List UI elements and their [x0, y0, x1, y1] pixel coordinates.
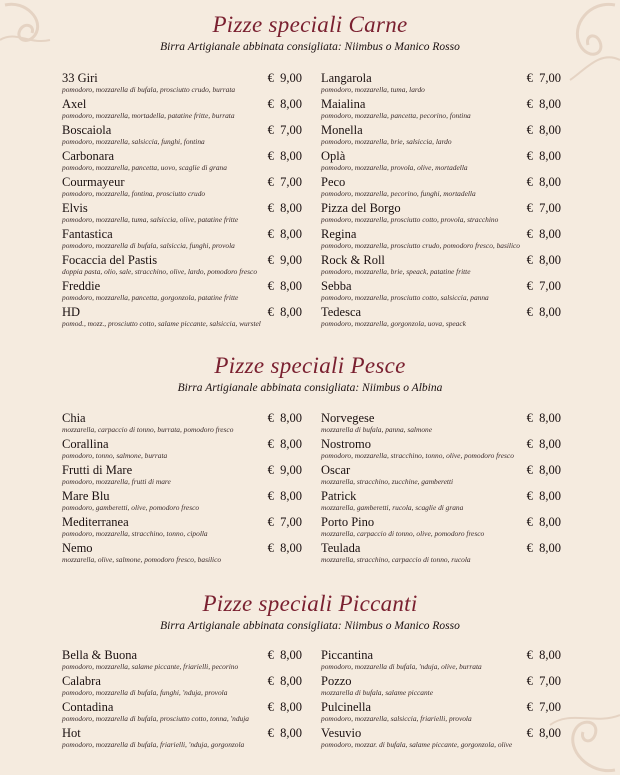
menu-item	[62, 437, 302, 463]
menu-item-description: pomodoro, mozzarella, stracchino, tonno, olive, pomodoro fresco	[321, 451, 514, 460]
menu-item-description: pomodoro, mozzarella, salsiccia, friarielli, provola	[321, 714, 472, 723]
menu-item-price: € 9,00	[267, 71, 302, 85]
menu-item	[62, 541, 302, 567]
menu-item-description: pomodoro, mozzarella, mortadella, patatine fritte, burrata	[62, 111, 235, 120]
menu-item-price: € 8,00	[526, 227, 561, 241]
menu-column-right	[321, 71, 561, 331]
menu-item-price: € 8,00	[267, 227, 302, 241]
menu-item	[321, 411, 561, 437]
menu-item	[62, 149, 302, 175]
menu-item-name: Tedesca	[321, 305, 362, 319]
menu-item	[62, 515, 302, 541]
menu-item-name: Nostromo	[321, 437, 371, 451]
menu-item-description: mozzarella di bufala, salame piccante	[321, 688, 434, 697]
menu-item-name: Frutti di Mare	[62, 463, 133, 477]
menu-item-price: € 8,00	[526, 411, 561, 425]
menu-item-name: Corallina	[62, 437, 109, 451]
section-title: Pizze speciali Pesce	[214, 353, 406, 378]
menu-item-description: mozzarella, stracchino, carpaccio di tonno, rucola	[321, 555, 471, 564]
menu-item-name: Hot	[62, 726, 81, 740]
menu-item-description: pomod., mozz., prosciutto cotto, salame piccante, salsiccia, wurstel	[62, 319, 261, 328]
menu-item-name: Pulcinella	[321, 700, 371, 714]
menu-item-description: mozzarella, olive, salmone, pomodoro fresco, basilico	[62, 555, 222, 564]
menu-item-name: Elvis	[62, 201, 88, 215]
menu-item-name: Oplà	[321, 149, 346, 163]
section-subtitle: Birra Artigianale abbinata consigliata: Niimbus o Albina	[177, 382, 443, 394]
menu-item-name: Oscar	[321, 463, 351, 477]
menu-item	[62, 227, 302, 253]
menu-item-price: € 7,00	[526, 700, 561, 714]
menu-item-name: Teulada	[321, 541, 361, 555]
menu-item	[62, 648, 302, 674]
menu-item-name: Mediterranea	[62, 515, 129, 529]
menu-item-name: Sebba	[321, 279, 352, 293]
menu-item	[62, 71, 302, 97]
section-title: Pizze speciali Piccanti	[202, 591, 418, 616]
menu-item	[62, 674, 302, 700]
menu-item-name: Vesuvio	[321, 726, 362, 740]
menu-item-name: Carbonara	[62, 149, 115, 163]
menu-item-description: pomodoro, mozzarella di bufala, funghi, 'nduja, provola	[62, 688, 228, 697]
menu-item-price: € 7,00	[526, 674, 561, 688]
menu-item	[321, 201, 561, 227]
menu-item-description: pomodoro, mozzarella, brie, speack, patatine fritte	[321, 267, 471, 276]
menu-item-price: € 7,00	[267, 123, 302, 137]
menu-item-name: Pizza del Borgo	[321, 201, 401, 215]
section-title: Pizze speciali Carne	[212, 12, 408, 37]
menu-item-price: € 8,00	[526, 463, 561, 477]
menu-item-description: pomodoro, mozzarella di bufala, prosciutto cotto, tonna, 'nduja	[62, 714, 249, 723]
menu-item-name: Courmayeur	[62, 175, 125, 189]
menu-item-name: Piccantina	[321, 648, 374, 662]
menu-item	[321, 648, 561, 674]
menu-item-price: € 8,00	[267, 674, 302, 688]
menu-item-price: € 9,00	[267, 463, 302, 477]
menu-item-description: pomodoro, mozzarella di bufala, salsiccia, funghi, provola	[62, 241, 235, 250]
section-pesce	[0, 353, 620, 394]
menu-item	[321, 541, 561, 567]
menu-column-left	[62, 71, 302, 331]
menu-item-price: € 8,00	[267, 648, 302, 662]
menu-item-description: pomodoro, mozzarella di bufala, prosciutto crudo, burrata	[62, 85, 236, 94]
menu-item-description: mozzarella, gamberetti, rucola, scaglie di grana	[321, 503, 464, 512]
menu-item-description: pomodoro, mozzarella, prosciutto cotto, provola, stracchino	[321, 215, 499, 224]
menu-item	[62, 97, 302, 123]
menu-item-name: Chia	[62, 411, 86, 425]
menu-item-description: pomodoro, mozzarella, frutti di mare	[62, 477, 171, 486]
menu-item-name: Monella	[321, 123, 363, 137]
menu-item-price: € 8,00	[267, 97, 302, 111]
menu-item-description: pomodoro, mozzarella, salsiccia, funghi, fontina	[62, 137, 205, 146]
menu-item-price: € 8,00	[267, 726, 302, 740]
menu-item-description: pomodoro, gamberetti, olive, pomodoro fresco	[62, 503, 200, 512]
menu-item	[321, 305, 561, 331]
menu-item	[62, 305, 302, 331]
menu-item-price: € 8,00	[267, 149, 302, 163]
menu-item-description: mozzarella, carpaccio di tonno, burrata, pomodoro fresco	[62, 425, 234, 434]
menu-item-name: Contadina	[62, 700, 114, 714]
menu-item-price: € 8,00	[526, 541, 561, 555]
menu-item-price: € 9,00	[267, 253, 302, 267]
menu-item-price: € 7,00	[267, 175, 302, 189]
menu-item	[321, 489, 561, 515]
menu-item	[321, 437, 561, 463]
menu-item	[321, 463, 561, 489]
menu-item-price: € 8,00	[267, 411, 302, 425]
section-subtitle: Birra Artigianale abbinata consigliata: Niimbus o Manico Rosso	[160, 41, 460, 53]
menu-item	[321, 175, 561, 201]
section-piccanti	[0, 591, 620, 632]
menu-item-price: € 8,00	[526, 149, 561, 163]
menu-item-description: pomodoro, mozzarella, gorgonzola, uova, speack	[321, 319, 466, 328]
menu-item-price: € 8,00	[267, 541, 302, 555]
menu-item	[62, 700, 302, 726]
menu-item-description: pomodoro, tonno, salmone, burrata	[62, 451, 168, 460]
menu-item-description: mozzarella, stracchino, zucchine, gamberetti	[321, 477, 454, 486]
menu-item-price: € 8,00	[267, 700, 302, 714]
menu-item-name: Freddie	[62, 279, 101, 293]
menu-item-description: mozzarella di bufala, panna, salmone	[321, 425, 432, 434]
menu-item-description: pomodoro, mozzarella, pancetta, gorgonzola, patatine fritte	[62, 293, 239, 302]
menu-item	[62, 175, 302, 201]
menu-item-price: € 8,00	[526, 175, 561, 189]
menu-item-name: Rock & Roll	[321, 253, 385, 267]
menu-item-name: Boscaiola	[62, 123, 112, 137]
menu-item-price: € 7,00	[526, 279, 561, 293]
menu-item	[321, 253, 561, 279]
menu-item-description: pomodoro, mozzarella, pecorino, funghi, mortadella	[321, 189, 476, 198]
menu-item-name: HD	[62, 305, 81, 319]
menu-item-name: Peco	[321, 175, 346, 189]
menu-item	[321, 700, 561, 726]
menu-item	[321, 279, 561, 305]
menu-item-price: € 8,00	[267, 201, 302, 215]
menu-item-price: € 8,00	[267, 437, 302, 451]
menu-item	[62, 123, 302, 149]
menu-item-description: pomodoro, mozzarella, stracchino, tonno, cipolla	[62, 529, 208, 538]
menu-item	[321, 674, 561, 700]
menu-item	[62, 279, 302, 305]
menu-item-price: € 8,00	[526, 515, 561, 529]
menu-item	[62, 463, 302, 489]
menu-item-name: Calabra	[62, 674, 101, 688]
menu-item-price: € 8,00	[526, 648, 561, 662]
menu-item	[62, 489, 302, 515]
menu-item-price: € 8,00	[526, 489, 561, 503]
menu-item-price: € 8,00	[526, 437, 561, 451]
menu-item	[321, 149, 561, 175]
menu-item-description: pomodoro, mozzarella, prosciutto crudo, pomodoro fresco, basilico	[321, 241, 520, 250]
menu-column-left	[62, 411, 302, 567]
menu-item-description: mozzarella, carpaccio di tonno, olive, pomodoro fresco	[321, 529, 485, 538]
menu-item-name: Axel	[62, 97, 87, 111]
menu-item-name: Bella & Buona	[62, 648, 137, 662]
menu-item-name: Focaccia del Pastis	[62, 253, 158, 267]
menu-item	[321, 123, 561, 149]
menu-item-name: Mare Blu	[62, 489, 110, 503]
menu-item	[62, 726, 302, 752]
menu-item-description: pomodoro, mozzar. di bufala, salame piccante, gorgonzola, olive	[321, 740, 513, 749]
menu-item-name: Fantastica	[62, 227, 113, 241]
menu-column-right	[321, 648, 561, 752]
menu-item-description: pomodoro, mozzarella di bufala, friarielli, 'nduja, gorgonzola	[62, 740, 245, 749]
menu-item-price: € 8,00	[267, 489, 302, 503]
menu-item	[62, 253, 302, 279]
section-carne	[0, 12, 620, 53]
menu-item-name: Maialina	[321, 97, 366, 111]
menu-item-description: doppia pasta, olio, sale, stracchino, olive, lardo, pomodoro fresco	[62, 267, 258, 276]
menu-item-description: pomodoro, mozzarella, fontina, prosciutto crudo	[62, 189, 206, 198]
menu-item-description: pomodoro, mozzarella, pancetta, pecorino, fontina	[321, 111, 471, 120]
menu-item-name: 33 Giri	[62, 71, 98, 85]
menu-item-description: pomodoro, mozzarella, prosciutto cotto, salsiccia, panna	[321, 293, 489, 302]
menu-item-name: Pozzo	[321, 674, 352, 688]
menu-column-left	[62, 648, 302, 752]
menu-item-description: pomodoro, mozzarella, provola, olive, mortadella	[321, 163, 468, 172]
menu-item-name: Porto Pino	[321, 515, 375, 529]
menu-item-description: pomodoro, mozzarella, pancetta, uovo, scaglie di grana	[62, 163, 227, 172]
menu-item-price: € 7,00	[267, 515, 302, 529]
menu-item-name: Norvegese	[321, 411, 375, 425]
menu-item	[321, 71, 561, 97]
menu-item-description: pomodoro, mozzarella, tuma, lardo	[321, 85, 425, 94]
menu-item-price: € 8,00	[526, 253, 561, 267]
menu-item	[321, 227, 561, 253]
menu-item-price: € 7,00	[526, 71, 561, 85]
menu-item-price: € 8,00	[526, 305, 561, 319]
menu-item-price: € 8,00	[526, 726, 561, 740]
menu-item-description: pomodoro, mozzarella, brie, salsiccia, lardo	[321, 137, 452, 146]
menu-item	[62, 411, 302, 437]
menu-item-description: pomodoro, mozzarella, tuma, salsiccia, olive, patatine fritte	[62, 215, 239, 224]
menu-item-name: Regina	[321, 227, 357, 241]
menu-item-description: pomodoro, mozzarella di bufala, 'nduja, olive, burrata	[321, 662, 482, 671]
menu-item-name: Patrick	[321, 489, 357, 503]
menu-item-name: Langarola	[321, 71, 372, 85]
section-subtitle: Birra Artigianale abbinata consigliata: Niimbus o Manico Rosso	[160, 620, 460, 632]
menu-item	[321, 97, 561, 123]
menu-item	[321, 515, 561, 541]
menu-item	[62, 201, 302, 227]
menu-item-price: € 8,00	[526, 123, 561, 137]
menu-item-price: € 8,00	[526, 97, 561, 111]
menu-item-description: pomodoro, mozzarella, salame piccante, friarielli, pecorino	[62, 662, 239, 671]
menu-item-name: Nemo	[62, 541, 93, 555]
menu-column-right	[321, 411, 561, 567]
menu-item	[321, 726, 561, 752]
menu-item-price: € 8,00	[267, 305, 302, 319]
menu-item-price: € 8,00	[267, 279, 302, 293]
menu-item-price: € 7,00	[526, 201, 561, 215]
